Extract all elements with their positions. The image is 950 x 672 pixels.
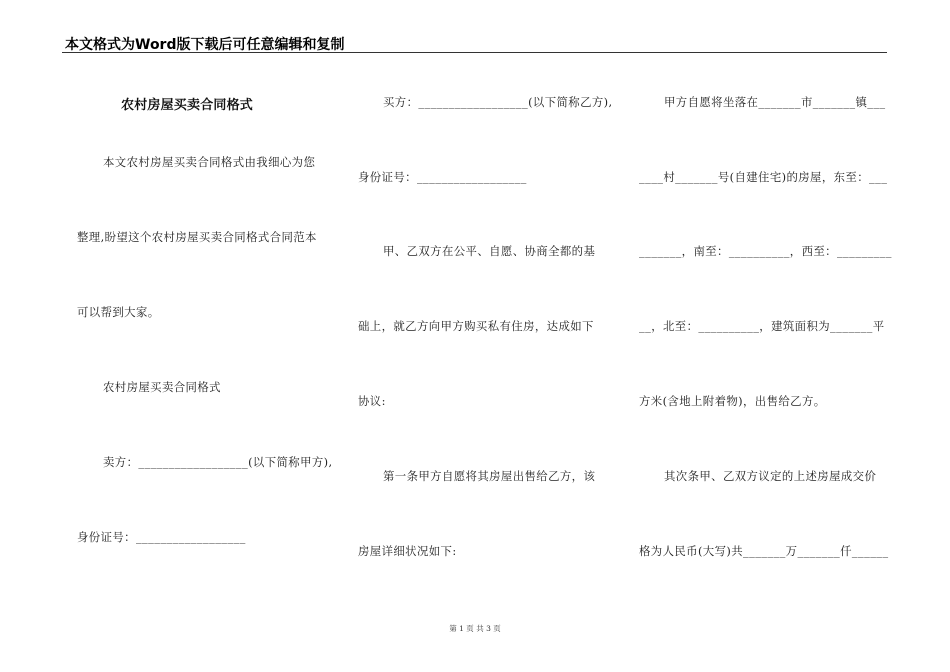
property-location-line: 甲方自愿将坐落在_______市_______镇___ bbox=[664, 95, 886, 109]
page-number: 第 1 页 共 3 页 bbox=[449, 624, 501, 633]
buyer-id-line: 身份证号：__________________ bbox=[358, 170, 527, 184]
paragraph-line: 方米(含地上附着物)，出售给乙方。 bbox=[639, 394, 826, 408]
seller-line: 卖方：__________________(以下简称甲方), bbox=[103, 455, 333, 469]
document-banner: 本文格式为Word版下载后可任意编辑和复制 bbox=[65, 37, 345, 53]
paragraph-line: 本文农村房屋买卖合同格式由我细心为您 bbox=[103, 155, 316, 169]
clause-2-line: 其次条甲、乙双方议定的上述房屋成交价 bbox=[664, 469, 877, 483]
paragraph-line: _______，南至：__________，西至：_________ bbox=[639, 244, 892, 258]
paragraph-line: 协议: bbox=[358, 394, 386, 408]
paragraph-line: 可以帮到大家。 bbox=[77, 305, 160, 319]
seller-id-line: 身份证号：__________________ bbox=[77, 530, 246, 544]
paragraph-line: 础上，就乙方向甲方购买私有住房，达成如下 bbox=[358, 319, 594, 333]
paragraph-line: 房屋详细状况如下: bbox=[358, 544, 457, 558]
clause-1-line: 第一条甲方自愿将其房屋出售给乙方，该 bbox=[383, 469, 596, 483]
buyer-line: 买方：__________________(以下简称乙方), bbox=[383, 95, 613, 109]
paragraph-line: __，北至：__________，建筑面积为_______平 bbox=[639, 319, 885, 333]
paragraph-line: 格为人民币(大写)共_______万_______仟______ bbox=[639, 544, 889, 558]
section-heading: 农村房屋买卖合同格式 bbox=[103, 380, 221, 394]
paragraph-line: 整理,盼望这个农村房屋买卖合同格式合同范本 bbox=[77, 230, 317, 244]
paragraph-line: ____村_______号(自建住宅)的房屋，东至：___ bbox=[639, 170, 888, 184]
header-divider bbox=[62, 52, 887, 53]
document-title: 农村房屋买卖合同格式 bbox=[121, 98, 254, 113]
paragraph-line: 甲、乙双方在公平、自愿、协商全都的基 bbox=[383, 244, 596, 258]
